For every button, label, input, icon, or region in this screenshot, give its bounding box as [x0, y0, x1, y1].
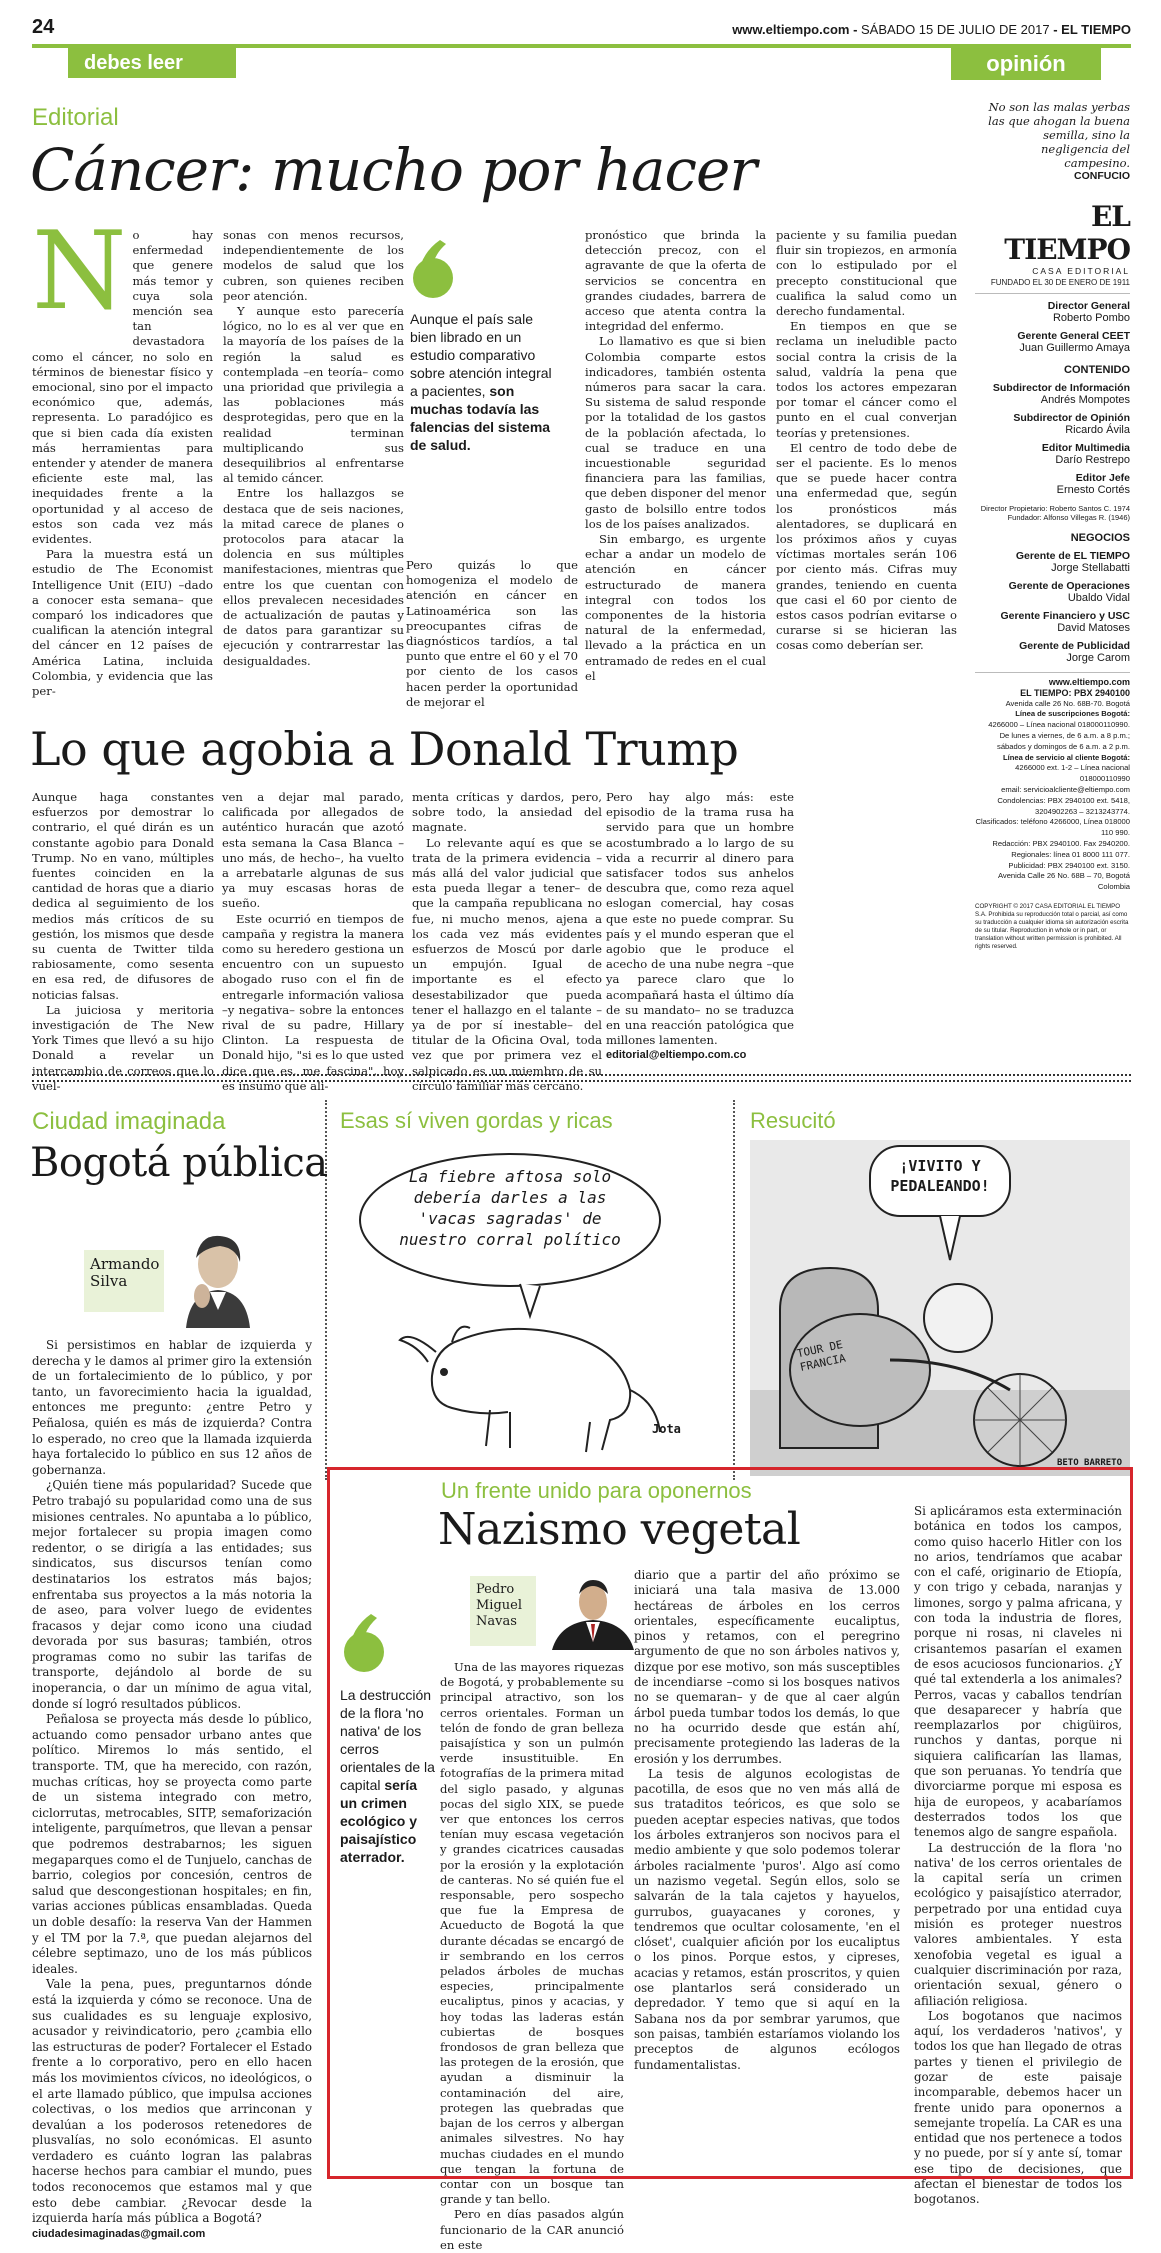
bogota-author-tag [84, 1250, 164, 1312]
contact-line: 4266000 ext. 1-2 – Línea nacional 018000110990 [1015, 763, 1130, 784]
contact-line: Clasificados: teléfono 4266000, Línea 018000 110 990. [975, 817, 1130, 838]
contact-line: Línea de servicio al cliente Bogotá: [1002, 752, 1130, 762]
section-tab-left [68, 48, 236, 78]
staff-role: Gerente General CEET [1017, 330, 1130, 342]
owner-line: Director Propietario: Roberto Santos C. 1974 [980, 504, 1130, 513]
staff-block-2 [975, 382, 1130, 496]
contact-line: Regionales: línea 01 8000 111 077. [1011, 849, 1130, 859]
editorial-col1-p2: Para la muestra está un estudio de The Economist Intelligence Unit (EIU) –dado a conocer esta semana– que comparó los indicadores que cualifican la atención integral del cáncer en 12 países de América Latina, incluida Colombia, y evidencia que las per- [32, 547, 213, 699]
nazismo-kicker: Un frente unido para oponernos [441, 1478, 752, 1503]
bogota-kicker: Ciudad imaginada [32, 1108, 226, 1135]
cartoon2-kicker: Resucitó [750, 1108, 836, 1133]
cartoon1-frame [340, 1140, 720, 1470]
bogota-author-box [84, 1232, 254, 1330]
editorial-col4-p2: Lo llamativo es que si bien Colombia comparte estos indicadores, también ostenta números para sacar la cara. Su sistema de salud responde por la totalidad de los gastos de la población afectada, lo cual se traduce en una incuestionable seguridad financiera para las familias, que deben disponer del menor gasto de bolsillo entre todos los de los países analizados. [585, 334, 766, 531]
masthead-logo-sub: CASA EDITORIAL [1032, 266, 1130, 276]
trump-col1-p2: La juiciosa y meritoria investigación de The New York Times que llevó a su hijo Donald a revelar un intercambio de correos que lo vuel- [32, 1002, 214, 1093]
editorial-title: Cáncer: mucho por hacer [30, 136, 757, 204]
staff-role: Editor Multimedia [1041, 442, 1130, 454]
contact-line: Redacción: PBX 2940100. Fax 2940200. [992, 838, 1130, 848]
staff-name: Roberto Pombo [1052, 312, 1130, 324]
cartoon1-kicker: Esas sí viven gordas y ricas [340, 1108, 613, 1133]
editorial-col-2 [223, 228, 404, 698]
editorial-col-4 [585, 228, 766, 698]
contact-email[interactable]: email: servicioalcliente@eltiempo.com [1001, 784, 1130, 794]
nazismo-col2-p2: La tesis de algunos ecologistas de pacotilla, de esos que no ven más allá de sus trataditos teóricos, es que solo se pueden aceptar especies nativas, que todos los árboles extranjeros son nocivos para el medio ambiente y que solo podemos tolerar árboles racialmente 'puros'. Algo así como un nazismo vegetal. Según ellos, solo se salvarán de la tala cajetos y hayuelos, gurrubos, guayacanes y corones, y tendremos que ocultar colosamente, 'en el clóset', cualquier afición por los eucaliptus o los pinos. Porque estos, y cipreses, acacias y retamos, están proscritos, y quien ose plantarlos será considerado un depredador. Y temo que si aquí en la Sabana nos da por sembrar yarumos, que son paisas, también estaríamos violando los preceptos de algunos ecólogos fundamentalistas. [634, 1766, 900, 2072]
staff-name: Darío Restrepo [1055, 454, 1130, 466]
staff-name: Ricardo Ávila [1065, 424, 1130, 436]
contact-line: Avenida Calle 26 No. 68B – 70, Bogotá Colombia [997, 871, 1130, 892]
nazismo-col-1 [440, 1660, 624, 2252]
contact-block [975, 677, 1130, 893]
drop-cap: N [32, 209, 127, 334]
editorial-col4-p1: pronóstico que brinda la detección precoz, con el agravante de que la oferta de servicios se concentra en grandes ciudades, barrera de acceso que atenta contra la integridad del enfermo. [585, 228, 766, 334]
cartoon1-bubble-text: La fiebre aftosa solo debería darles a las 'vacas sagradas' de nuestro corral político [399, 1167, 621, 1249]
cartoon2-signature: BETO BARRETO [1056, 1458, 1122, 1468]
staff-name: David Matoses [1057, 622, 1130, 634]
staff-name: Juan Guillermo Amaya [1019, 342, 1130, 354]
contact-line: Avenida calle 26 No. 68B-70. Bogotá [1005, 698, 1130, 708]
trump-col4-p1: Pero hay algo más: este episodio de la trama rusa ha servido para que un hombre acostumbrado a lo largo de su vida a recurrir al dinero para satisfacer todos sus anhelos descubra que, como reza aquel eslogan comercial, hay cosas que este no puede comprar. Su país y el mundo esperan que el agobio que le produce el acecho de una nube negra –que ya parece claro que lo acompañará hasta el último día de su mandato– no se traduzca en una reacción patológica que millones lamenten. [606, 790, 794, 1048]
nazismo-author-name: Pedro Miguel Navas [476, 1582, 523, 1629]
cartoon2-tomb-text: TOUR DE FRANCIA [795, 1337, 847, 1374]
trump-title: Lo que agobia a Donald Trump [30, 722, 739, 776]
nazismo-quote-bold: sería un crimen ecológico y paisajístico aterrador. [340, 1777, 418, 1865]
trump-col2-p1: ven a dejar mal parado, calificada por allegados de auténtico huracán que azotó esta semana la Casa Blanca –uno más, de hecho–, ha vuelto a arrebatarle algunas de sus ya muy escasas horas de sueño. [222, 790, 404, 911]
quote-mark-icon [410, 236, 456, 300]
editorial-col5-p3: El centro de todo debe de ser el paciente. Es lo menos que se puede hacer contra una enfermedad que, según los pronósticos más alentadores, se duplicará en los próximos años y cuyas víctimas mortales serán 106 por ciento más. Cifras muy grandes, teniendo en cuenta que casi el 60 por ciento de estos casos podrían evitarse o curarse si se hicieran las cosas como deberían ser. [776, 440, 957, 653]
trump-signoff[interactable]: editorial@eltiempo.com.co [606, 1049, 747, 1062]
bogota-p3: Peñalosa se proyecta más desde lo público, actuando como pensador urbano antes que político. Miremos lo más sentido, el transporte. TM, que ha merecido, con razón, muchas críticas, hoy se proyecta como parte de un sistema integrado con metro, ciclorrutas, metrocables, SITP, semaforización inteligente, parquímetros, que llevan a pensar que podremos destrabarnos; les siguen megaparques como el de Tunjuelo, canchas de barrio, colegios por concesión, centros de salud que descongestionan hospitales; en fin, varias acciones públicas ensambladas. Queda un doble desafío: la reserva Van der Hammen y el TM por la 7.ª, que puedan alejarnos del célebre septimazo, uno de los más públicos ideales. [32, 1712, 312, 1976]
staff-name: Jorge Stellabatti [1051, 562, 1130, 574]
contenido-heading: CONTENIDO [1064, 364, 1130, 376]
staff-role: Gerente Financiero y USC [1000, 610, 1130, 622]
contact-web[interactable]: www.eltiempo.com [1048, 677, 1130, 687]
nazismo-col3-p3: Los bogotanos que nacimos aquí, los verdaderos 'nativos', y todos los que han llegado de otras partes y tienen el privilegio de gozar de este paisaje incomparable, debemos hacer un frente unido para oponernos a semejante tropelía. La CAR es una entidad que nos pertenece a todos y no puede, por sí y ante sí, tomar ese tipo de decisiones, que afectan el bienestar de todos los bogotanos. [914, 2008, 1122, 2207]
nazismo-author-box [470, 1576, 640, 1650]
author-photo [180, 1232, 252, 1328]
bogota-p1: Si persistimos en hablar de izquierda y derecha y le damos al primer giro la extensión de un fortalecimiento de lo público, y por tanto, un favorecimiento hacia la igualdad, entonces me pregunto: ¿entre Petro y Peñalosa, quién es más de izquierda? Contra lo esperado, no creo que la llamada izquierda haya fortalecido lo público en sus 12 años de gobernanza. [32, 1338, 312, 1477]
section-left-label: debes leer [84, 52, 183, 74]
nazismo-col1-p2: Pero en días pasados algún funcionario de la CAR anunció en este [440, 2207, 624, 2252]
editorial-col2-p3: Entre los hallazgos se destaca que de seis naciones, la mitad carece de planes o protocolos para atacar la dolencia en sus múltiples manifestaciones, mientras que entre los que cuentan con ellos prevalecen necesidades de actualización de pautas y de datos para garantizar su ejecución y contrarrestar las desigualdades. [223, 486, 404, 668]
trump-col3-p2: Lo relevante aquí es que se trata de la primera evidencia –más allá del valor judicial que esta pueda llegar a tener– de que la campaña republicana no fue, ni mucho menos, ajena a los cada vez más evidentes esfuerzos de Moscú por darle un empujón. Igual de importante es el efecto desestabilizador que pueda tener el hallazgo en el talante –ya de por sí inestable– del titular de la Oficina Oval, toda vez que por primera vez el salpicado es un miembro de su círculo familiar más cercano. [412, 835, 602, 1093]
section-right-label: opinión [986, 51, 1066, 76]
trump-col-4 [606, 790, 794, 1062]
nazismo-quote-text: La destrucción de la flora 'no nativa' de los cerros orientales de la capital [340, 1687, 435, 1793]
masthead-quote: No son las malas yerbas las que ahogan la buena semilla, sino la negligencia del campesino. [988, 100, 1130, 170]
nazismo-col3-p2: La destrucción de la flora 'no nativa' de los cerros orientales de la capital sería un crimen ecológico y paisajístico aterrador, perpetrado por una entidad cuya misión es proteger nuestros valores ambientales. Y esta xenofobia vegetal es igual a cualquier discriminación por raza, orientación sexual, género o afiliación religiosa. [914, 1840, 1122, 2008]
staff-block-1 [975, 300, 1130, 354]
masthead-founded: FUNDADO EL 30 DE ENERO DE 1911 [990, 278, 1130, 287]
staff-name: Ubaldo Vidal [1067, 592, 1130, 604]
masthead-divider [975, 672, 1130, 673]
staff-name: Andrés Mompotes [1040, 394, 1130, 406]
nazismo-author-tag [470, 1576, 536, 1646]
staff-role: Director General [1047, 300, 1130, 312]
staff-role: Gerente de Operaciones [1008, 580, 1130, 592]
staff-role: Editor Jefe [1075, 472, 1130, 484]
staff-role: Gerente de Publicidad [1019, 640, 1130, 652]
nazismo-col-2 [634, 1568, 900, 2172]
copyright: COPYRIGHT © 2017 CASA EDITORIAL EL TIEMPO S.A. Prohibida su reproducción total o parcial, así como su traducción a cualquier idioma sin autorización escrita de su titular. Reproduction in whole or in part, or translation without written permission is prohibited. All rights reserved. [975, 902, 1129, 950]
section-divider-right [32, 1080, 1131, 1082]
staff-block-3 [975, 550, 1130, 664]
trump-col-1 [32, 790, 214, 1093]
masthead-logo: EL TIEMPO [1004, 200, 1130, 266]
editorial-col-3 [406, 558, 578, 709]
editorial-col2-p1: sonas con menos recursos, independientemente de los modelos de salud que los cubren, son quienes reciben peor atención. [223, 228, 404, 303]
author-photo [548, 1576, 638, 1650]
masthead-quote-author: CONFUCIO [1074, 170, 1130, 182]
cartoon2-bubble-text: ¡VIVITO Y PEDALEANDO! [890, 1157, 990, 1195]
bogota-title: Bogotá pública [30, 1140, 328, 1186]
staff-name: Ernesto Cortés [1056, 484, 1130, 496]
editorial-col1-p1: o hay enfermedad que genere más temor y cuya sola mención sea tan devastadora como el cáncer, no solo en términos de bienestar físico y emocional, sino por el impacto económico que, además, representa. Lo paradójico es que si bien cada día existen más herramientas para entender y atender de manera eficiente este mal, las inequidades frente a la oportunidad y al acceso de estos son cada vez más evidentes. [32, 228, 213, 547]
editorial-kicker: Editorial [32, 104, 119, 131]
paper-name: EL TIEMPO [1061, 22, 1131, 37]
contact-pbx: EL TIEMPO: PBX 2940100 [1020, 687, 1130, 698]
section-divider-left [32, 1074, 1131, 1076]
editorial-col4-p3: Sin embargo, es urgente echar a andar un modelo de atención en cáncer estructurado de manera integral con todos los componentes de la historia natural de la enfermedad, llevado a la práctica en un entramado de redes en el cual el [585, 532, 766, 683]
trump-col-3 [412, 790, 602, 1093]
editorial-col2-p2: Y aunque esto parecería lógico, no lo es al ver que en la mayoría de los países de la región la salud es contemplada –en teoría– como una prioridad que privilegia a las poblaciones más desprotegidas, pero que en la realidad terminan multiplicando sus desequilibrios al enfrentarse al temido cáncer. [223, 304, 404, 486]
bogota-p2: ¿Quién tiene más popularidad? Sucede que Petro trabajó su popularidad como una de sus misiones centrales. No apuntaba a lo público, mejor fortalecer su propia imagen como redentor, o se dirigía a las entidades; sus sindicatos, sus discursos tenían como destinatarios los estratos más bajos; enfrentaba sus proyectos a la más notoria la de aseo, para volver luego de evidentes fracasos y dejar como icono una ciudad devorada por sus basuras; también, otros programas como no subir las tarifas de transporte, dejándolo al borde de su inoperancia, o dar un mínimo de agua vital, donde sí logró resultados públicos. [32, 1478, 312, 1711]
masthead [975, 100, 1130, 951]
editorial-pullquote [410, 236, 560, 454]
bogota-author-name: Armando Silva [90, 1255, 160, 1290]
cartoon1-signature: Jota [652, 1422, 681, 1436]
editorial-col5-p1: paciente y su familia puedan fluir sin tropiezos, en armonía con lo estipulado por el precepto constitucional que cualifica la salud como un derecho fundamental. [776, 228, 957, 319]
issue-date: SÁBADO 15 DE JULIO DE 2017 [861, 22, 1050, 37]
editorial-col-1 [32, 209, 213, 699]
staff-name: Jorge Carom [1066, 652, 1130, 664]
editorial-col3-p1: Pero quizás lo que homogeniza el modelo de atención en cáncer en Latinoamérica son las preocupantes cifras de diagnósticos tardíos, a tal punto que entre el 60 y el 70 por ciento de los casos hacen perder la oportunidad de mejorar el [406, 558, 578, 709]
nazismo-pullquote [340, 1610, 436, 1866]
bogota-body [32, 1338, 312, 2240]
staff-role: Gerente de EL TIEMPO [1015, 550, 1130, 562]
cartoon2-frame [750, 1140, 1130, 1476]
trump-col-2 [222, 790, 404, 1093]
nazismo-title: Nazismo vegetal [438, 1504, 801, 1555]
editorial-col5-p2: En tiempos en que se reclama un ineludible pacto social contra la crisis de la salud, valdría la pena que todos los actores empezaran por tomar el cáncer como el punto en el cual converjan teorías y pretensiones. [776, 319, 957, 440]
trump-col1-p1: Aunque haga constantes esfuerzos por demostrar lo contrario, el qué dirán es un constante agobio para Donald Trump. No en vano, múltiples fuentes coinciden en la cantidad de horas que a diario dedica al seguimiento de los medios más críticos de su gestión, los mismos que desde su cuenta de Twitter tilda rabiosamente, como sesenta en esa red, de difusores de noticias falsas. [32, 790, 214, 1002]
masthead-divider [975, 293, 1130, 294]
bogota-email[interactable]: ciudadesimaginadas@gmail.com [32, 2227, 206, 2240]
trump-col3-p1: menta críticas y dardos, pero, sobre todo, la ansiedad del magnate. [412, 790, 602, 835]
site-url[interactable]: www.eltiempo.com [732, 22, 850, 37]
nazismo-col3-p1: Si aplicáramos esta exterminación botánica en todos los campos, como quiso hacerlo Hitler con los no arios, tendríamos que acabar con el café, originario de Etiopía, y con trigo y cebada, naranjas y limones, sorgo y palma africana, y con toda la industria de flores, porque ni rosas, ni claveles ni crisantemos pasarían el examen de esos acuciosos funcionarios. ¿Y qué tal extenderla a los animales? Perros, vacas y caballos tendrían que desaparecer y habría que reemplazarlos por chigüiros, runchos y dantas, porque ni siquiera calificarían las llamas, que son peruanas. Yo tendría que divorciarme porque mi esposa es hija de europeos, y acabaríamos desterrados todos los que tenemos algo de sangre española. [914, 1504, 1122, 1840]
trump-col2-p2: Este ocurrió en tiempos de campaña y registra la manera como su heredero gestiona un encuentro con un supuesto abogado ruso con el fin de entregarle información valiosa –y negativa– sobre la entonces rival de su padre, Hillary Clinton. La respuesta de Donald hijo, "si es lo que usted dice que es, me fascina", hoy es insumo que ali- [222, 911, 404, 1093]
contact-line: Publicidad: PBX 2940100 ext. 3150. [1008, 860, 1130, 870]
contact-line: De lunes a viernes, de 6 a.m. a 8 p.m.; sábados y domingos de 6 a.m. a 2 p.m. [997, 730, 1130, 751]
column-rule [733, 1100, 735, 1480]
nazismo-col1-p1: Una de las mayores riquezas de Bogotá, y probablemente su principal atractivo, son los cerros orientales. Forman un telón de fondo de gran belleza paisajística y son un pulmón verde insustituible. En fotografías de la primera mitad del siglo pasado, y algunas pocas del siglo XIX, se puede ver que entonces los cerros tenían muy escasa vegetación y grandes cicatrices causadas por la erosión y la explotación de canteras. No sé quién fue el responsable, pero sospecho que fue la Empresa de Acueducto de Bogotá la que durante décadas se encargó de ir sembrando en los cerros pelados árboles de muchas especies, principalmente eucaliptus, pinos y acacias, y hoy todas las laderas están cubiertas de bosques frondosos de gran belleza que las protegen de la erosión, que ayudan a disminuir la contaminación del aire, protegen las quebradas que bajan de los cerros y albergan animales silvestres. No hay muchas ciudades en el mundo que tengan la fortuna de contar con un bosque tan grande y tan bello. [440, 1660, 624, 2207]
header-dateline: www.eltiempo.com - SÁBADO 15 DE JULIO DE 2017 - EL TIEMPO [732, 22, 1131, 37]
contact-line: Condolencias: PBX 2940100 ext. 5418, 3204902263 – 3213243774. [997, 795, 1130, 816]
founder-line: Fundador: Alfonso Villegas R. (1946) [1007, 513, 1130, 522]
quote-text: Aunque el país sale bien librado en un estudio comparativo sobre atención integral a pacientes, [410, 311, 552, 399]
page-number: 24 [32, 16, 55, 38]
section-tab-right [951, 48, 1101, 80]
editorial-col-5 [776, 228, 957, 698]
nazismo-col2-p1: diario que a partir del año próximo se iniciará una tala masiva de 13.000 hectáreas de árboles en los cerros orientales, específicamente eucaliptus, pinos y retamos, con el peregrino argumento de que no son árboles nativos y, dizque por ese motivo, son más susceptibles de incendiarse –como si los bosques nativos no se quemaran– y de que al caer algún árbol pueda tumbar todos los demás, lo que no ha ocurrido desde que están ahí, precisamente protegiendo las laderas de la erosión y los derrumbes. [634, 1568, 900, 1766]
quote-bold: son muchas todavía las falencias del sistema de salud. [410, 383, 551, 453]
nazismo-col-3 [914, 1504, 1122, 2207]
quote-mark-icon [340, 1610, 388, 1674]
staff-role: Subdirector de Opinión [1013, 412, 1130, 424]
staff-role: Subdirector de Información [992, 382, 1130, 394]
bogota-p4: Vale la pena, pues, preguntarnos dónde está la izquierda y cómo se reconoce. Una de sus cualidades es su lenguaje explosivo, acusador y reivindicatorio, pero ¿cambia ello las estructuras de poder? Fortalecer el Estado frente a lo corporativo, pero en ello hacen más los movimientos cívicos, no ideológicos, o el arte llamado público, que impulsa acciones colectivas, o los medios que arrinconan y devalúan a los poderosos retenedores de plusvalías, no solo económicas. El asunto verdadero es cuánto logran las palabras hacerse hechos para cambiar el mundo, pues todos reconocemos que estamos mal y que esto debe cambiar. ¿Revocar desde la izquierda haría más pública a Bogotá? [32, 1977, 312, 2226]
contact-line: Línea de suscripciones Bogotá: [1015, 709, 1130, 719]
contact-line: 4266000 – Línea nacional 018000110990. [988, 720, 1130, 730]
negocios-heading: NEGOCIOS [1070, 532, 1130, 544]
